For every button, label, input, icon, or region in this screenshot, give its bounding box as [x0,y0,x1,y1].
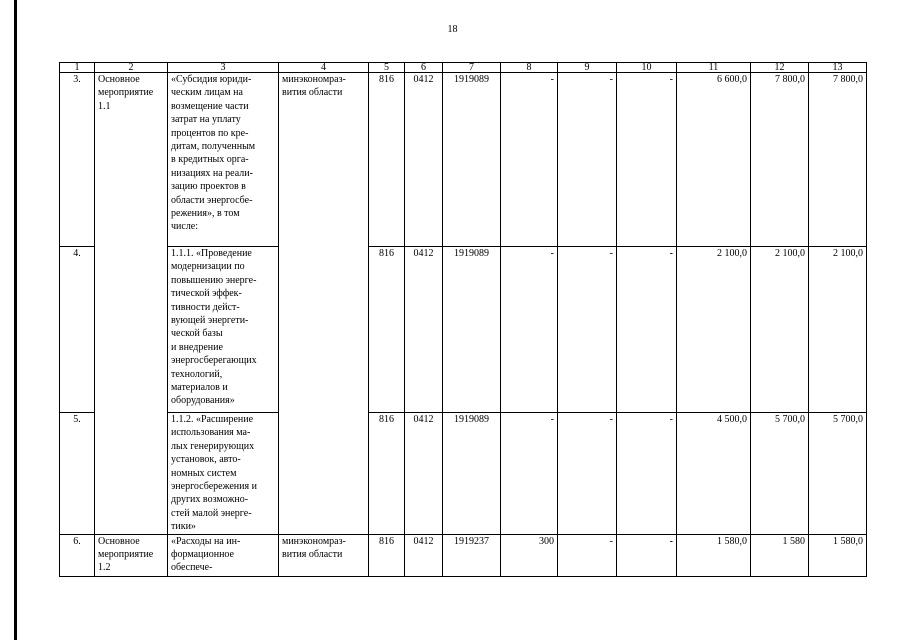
table-row [60,73,867,247]
cell-c13: 5 700,0 [809,413,867,535]
row-number: 4. [60,247,95,413]
page-edge-rule [14,0,17,640]
cell-c12: 1 580 [751,534,809,576]
budget-table [59,62,867,577]
row-number: 3. [60,73,95,247]
column-header: 7 [443,63,501,73]
executor-cell: минэкономраз- вития области [279,534,369,576]
column-header: 12 [751,63,809,73]
cell-c11: 4 500,0 [677,413,751,535]
cell-c6: 0412 [405,413,443,535]
item-name: 1.1.1. «Проведение модернизации по повышению энерге- тической эффек- тивности дейст- вующей энергети- ческой базы и внедрение энергосберегающих технологий, материалов и оборудования» [168,247,279,413]
cell-c6: 0412 [405,247,443,413]
cell-c9: - [558,413,617,535]
table-row [60,534,867,576]
cell-c7: 1919089 [443,413,501,535]
cell-c10: - [617,413,677,535]
cell-c7: 1919089 [443,73,501,247]
cell-c12: 5 700,0 [751,413,809,535]
cell-c13: 2 100,0 [809,247,867,413]
cell-c13: 1 580,0 [809,534,867,576]
measure-cell: Основное мероприятие 1.2 [95,534,168,576]
cell-c12: 2 100,0 [751,247,809,413]
cell-c13: 7 800,0 [809,73,867,247]
column-header: 9 [558,63,617,73]
cell-c9: - [558,73,617,247]
cell-c8: - [501,413,558,535]
column-header: 4 [279,63,369,73]
column-number-row [60,63,867,73]
column-header: 1 [60,63,95,73]
cell-c10: - [617,73,677,247]
cell-c11: 2 100,0 [677,247,751,413]
measure-cell: Основное мероприятие 1.1 [95,73,168,535]
cell-c10: - [617,534,677,576]
executor-cell: минэкономраз- вития области [279,73,369,535]
cell-c5: 816 [369,73,405,247]
column-header: 8 [501,63,558,73]
column-header: 5 [369,63,405,73]
cell-c9: - [558,534,617,576]
column-header: 3 [168,63,279,73]
cell-c8: 300 [501,534,558,576]
cell-c6: 0412 [405,534,443,576]
cell-c7: 1919089 [443,247,501,413]
item-name: «Субсидия юриди- ческим лицам на возмещение части затрат на уплату процентов по кре- дитам, полученным в кредитных орга- низациях на реали- зацию проектов в области энергосбе- режения», в том числе: [168,73,279,247]
cell-c11: 6 600,0 [677,73,751,247]
row-number: 5. [60,413,95,535]
table-row [60,247,867,413]
column-header: 2 [95,63,168,73]
cell-c8: - [501,73,558,247]
table-row [60,413,867,535]
cell-c12: 7 800,0 [751,73,809,247]
cell-c9: - [558,247,617,413]
cell-c10: - [617,247,677,413]
cell-c8: - [501,247,558,413]
cell-c5: 816 [369,413,405,535]
row-number: 6. [60,534,95,576]
item-name: «Расходы на ин- формационное обеспече- [168,534,279,576]
cell-c11: 1 580,0 [677,534,751,576]
column-header: 10 [617,63,677,73]
column-header: 11 [677,63,751,73]
item-name: 1.1.2. «Расширение использования ма- лых генерирующих установок, авто- номных систем энергосбережения и других возможно- стей малой энерге- тики» [168,413,279,535]
cell-c7: 1919237 [443,534,501,576]
page-number: 18 [447,24,458,35]
column-header: 6 [405,63,443,73]
cell-c6: 0412 [405,73,443,247]
column-header: 13 [809,63,867,73]
cell-c5: 816 [369,247,405,413]
cell-c5: 816 [369,534,405,576]
